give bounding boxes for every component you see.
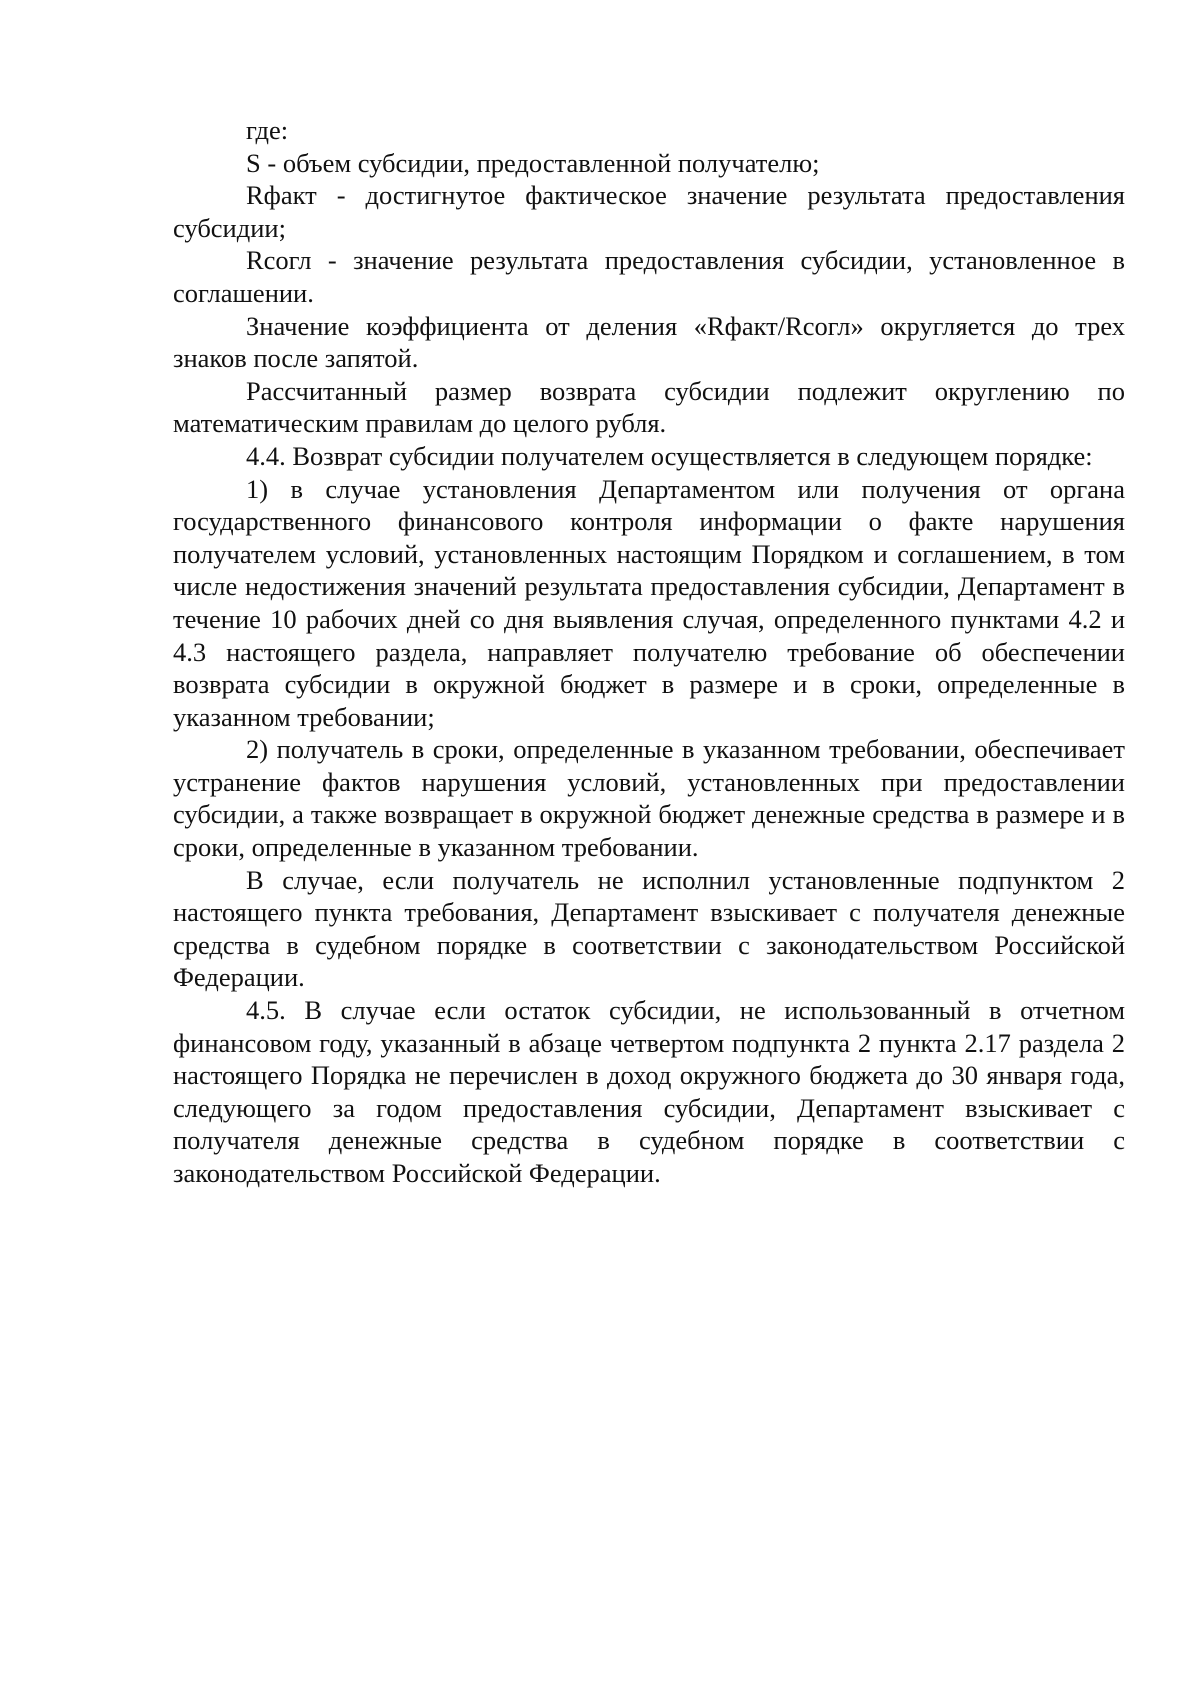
paragraph-4-4: 4.4. Возврат субсидии получателем осуществляется в следующем порядке: — [246, 440, 1093, 471]
paragraph-definition-rsogl: Rсогл - значение результата предоставления субсидии, установленное в соглашении. — [173, 245, 1125, 308]
paragraph-definition-s: S - объем субсидии, предоставленной получателю; — [246, 147, 820, 178]
paragraph-amount-rounding: Рассчитанный размер возврата субсидии подлежит округлению по математическим правилам до целого рубля. — [173, 375, 1125, 439]
paragraph-coefficient-rounding: Значение коэффициента от деления «Rфакт/Rсогл» округляется до трех знаков после запятой. — [173, 310, 1125, 374]
paragraph-4-4-item-2: 2) получатель в сроки, определенные в указанном требовании, обеспечивает устранение фактов нарушения условий, установленных при предоставлении субсидии, а также возвращает в окружной бюджет денежные средства в размере и в сроки, определенные в указанном требовании. — [173, 734, 1125, 863]
paragraph-4-4-item-1: 1) в случае установления Департаментом или получения от органа государственного финансового контроля информации о факте нарушения получателем условий, установленных настоящим Порядком и соглашением, в том числе недостижения значений результата предоставления субсидии, Департамент в течение 10 рабочих дней со дня выявления случая, определенного пунктами 4.2 и 4.3 настоящего раздела, направляет получателю требование об обеспечении возврата субсидии в окружной бюджет в размере и в сроки, определенные в указанном требовании; — [173, 473, 1125, 732]
paragraph-court-recovery: В случае, если получатель не исполнил установленные подпунктом 2 настоящего пункта требования, Департамент взыскивает с получателя денежные средства в судебном порядке в соответствии с законодательством Российской Федерации. — [173, 864, 1125, 993]
paragraph-4-5: 4.5. В случае если остаток субсидии, не использованный в отчетном финансовом году, указанный в абзаце четвертом подпункта 2 пункта 2.17 раздела 2 настоящего Порядка не перечислен в доход окружного бюджета до 30 января года, следующего за годом предоставления субсидии, Департамент взыскивает с получателя денежные средства в судебном порядке в соответствии с законодательством Российской Федерации. — [173, 995, 1125, 1188]
paragraph-where: где: — [246, 115, 289, 145]
document-body — [173, 114, 1125, 1190]
paragraph-definition-rfakt: Rфакт - достигнутое фактическое значение результата предоставления субсидии; — [173, 180, 1125, 243]
